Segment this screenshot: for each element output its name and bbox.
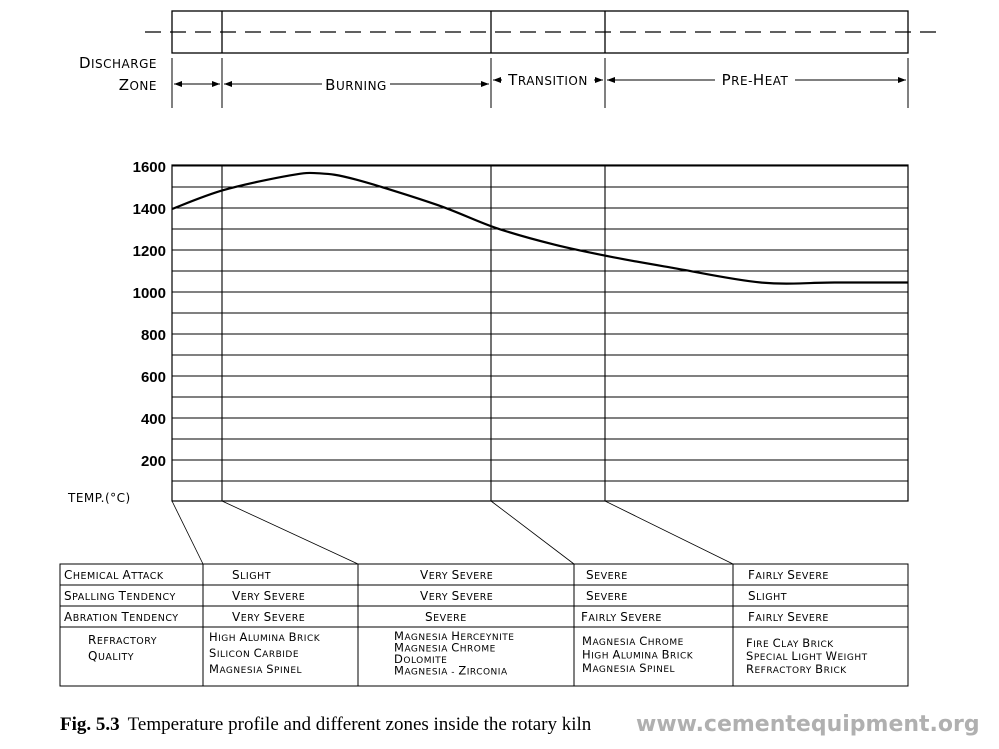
kiln-schematic	[145, 11, 942, 53]
table-cell: SLIGHT	[748, 589, 788, 603]
y-tick-label: 600	[140, 369, 166, 386]
table-cell: VERY SEVERE	[232, 589, 306, 603]
y-tick-label: 1600	[132, 159, 166, 176]
table-cell: FAIRLY SEVERE	[748, 568, 829, 582]
zone-connectors	[172, 501, 733, 564]
table-cell: VERY SEVERE	[420, 589, 494, 603]
quality-cell-line: MAGNESIA CHROME	[394, 640, 496, 655]
table-cell: VERY SEVERE	[420, 568, 494, 582]
quality-cell-line: REFRACTORY BRICK	[746, 662, 847, 676]
figure-caption	[60, 714, 591, 736]
temperature-curve	[172, 173, 908, 284]
table-cell: VERY SEVERE	[232, 610, 306, 624]
y-tick-label: 1400	[132, 201, 166, 218]
chart-y-ticks	[133, 159, 166, 470]
quality-cell-line: SILICON CARBIDE	[209, 646, 300, 660]
table-cell: SEVERE	[425, 610, 467, 624]
quality-cell-line: HIGH ALUMINA BRICK	[582, 647, 694, 662]
quality-label: REFRACTORY	[88, 633, 158, 647]
zone-label-transition: TRANSITION	[508, 71, 588, 89]
quality-cell-line: MAGNESIA SPINEL	[582, 661, 676, 675]
y-axis-label: TEMP.(°C)	[68, 491, 131, 505]
chart-lines	[172, 173, 908, 284]
quality-cell-line: MAGNESIA SPINEL	[209, 662, 303, 676]
figure-caption-label: Fig. 5.3	[60, 714, 120, 735]
table-cell: SEVERE	[586, 589, 628, 603]
table-cell: SLIGHT	[232, 568, 272, 582]
zone-label-burning: BURNING	[325, 76, 387, 94]
table-row-label: ABRATION TENDENCY	[64, 610, 179, 624]
y-tick-label: 800	[140, 327, 166, 344]
table-row-label: SPALLING TENDENCY	[64, 589, 176, 603]
table-cell: FAIRLY SEVERE	[748, 610, 829, 624]
zone-label-discharge: DISCHARGE	[78, 54, 157, 72]
table-cell: SEVERE	[586, 568, 628, 582]
quality-cell-line: MAGNESIA HERCEYNITE	[394, 629, 515, 643]
quality-cell-line: MAGNESIA - ZIRCONIA	[394, 663, 508, 678]
zone-label-discharge-line2: ZONE	[118, 76, 157, 94]
table-row-label: CHEMICAL ATTACK	[64, 568, 164, 582]
chart-grid	[172, 165, 908, 501]
quality-cell-line: DOLOMITE	[394, 652, 448, 666]
table-cell: FAIRLY SEVERE	[581, 610, 662, 624]
chart-frame	[172, 165, 908, 501]
quality-cell-line: SPECIAL LIGHT WEIGHT	[746, 649, 868, 663]
quality-cell-line: FIRE CLAY BRICK	[746, 636, 834, 650]
quality-cell-line: MAGNESIA CHROME	[582, 634, 684, 648]
quality-cell-line: HIGH ALUMINA BRICK	[209, 630, 321, 644]
watermark-text: www.cementequipment.org	[636, 712, 980, 737]
properties-table-text	[64, 568, 868, 678]
y-tick-label: 200	[140, 453, 166, 470]
figure-caption-text: Temperature profile and different zones inside the rotary kiln	[127, 714, 592, 735]
y-tick-label: 400	[140, 411, 166, 428]
y-tick-label: 1200	[132, 243, 166, 260]
y-tick-label: 1000	[132, 285, 166, 302]
zone-labels	[79, 54, 789, 94]
zone-label-preheat: PRE-HEAT	[721, 71, 789, 89]
quality-label: QUALITY	[88, 649, 135, 663]
